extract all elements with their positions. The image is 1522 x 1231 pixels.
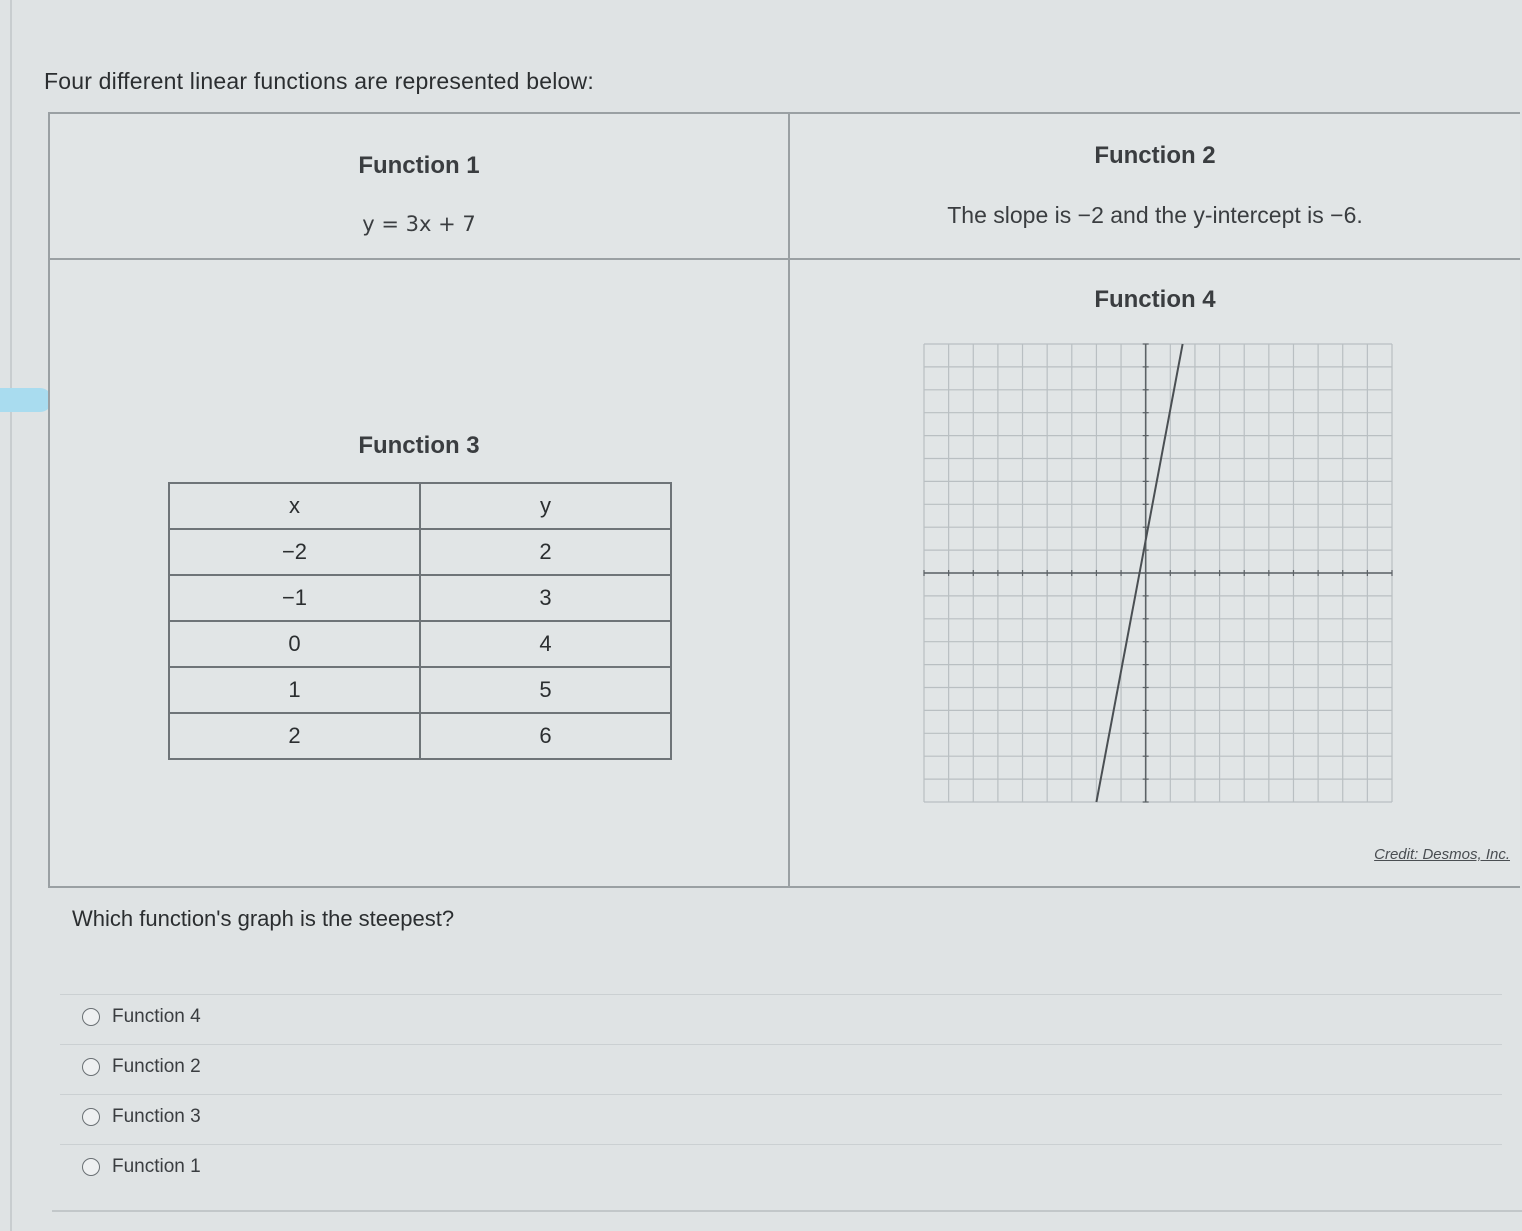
- credit-link[interactable]: Credit: Desmos, Inc.: [1374, 846, 1510, 863]
- question-text: Which function's graph is the steepest?: [72, 906, 455, 931]
- table-row: [169, 713, 671, 759]
- table-cell-y: 4: [420, 621, 671, 667]
- table-cell-x: 0: [169, 621, 420, 667]
- function3-table: [168, 482, 672, 760]
- option-divider: [60, 994, 1502, 995]
- function2-title: Function 2: [1094, 142, 1216, 169]
- table-cell-x: 2: [169, 713, 420, 759]
- option-label: Function 3: [112, 1106, 201, 1127]
- radio-button[interactable]: [82, 1008, 100, 1026]
- option-function-2[interactable]: [82, 1056, 201, 1078]
- table-row: [169, 575, 671, 621]
- table-cell-x: −2: [169, 529, 420, 575]
- functions-grid: [48, 112, 1520, 888]
- function3-title: Function 3: [358, 432, 480, 459]
- option-function-4[interactable]: [82, 1006, 201, 1028]
- table-cell-y: 2: [420, 529, 671, 575]
- function1-equation: y = 3x + 7: [362, 212, 476, 236]
- option-function-1[interactable]: [82, 1156, 201, 1178]
- intro-text: Four different linear functions are represented below:: [44, 68, 594, 94]
- table-row: [169, 621, 671, 667]
- table-header-row: [169, 483, 671, 529]
- radio-button[interactable]: [82, 1108, 100, 1126]
- table-cell-y: 6: [420, 713, 671, 759]
- side-tab-handle[interactable]: [0, 388, 52, 412]
- option-label: Function 4: [112, 1006, 201, 1027]
- table-header-x: x: [169, 483, 420, 529]
- table-header-y: y: [420, 483, 671, 529]
- table-row: [169, 529, 671, 575]
- table-row: [169, 667, 671, 713]
- option-function-3[interactable]: [82, 1106, 201, 1128]
- function2-description: The slope is −2 and the y-intercept is −6.: [947, 202, 1363, 228]
- function1-title: Function 1: [358, 152, 480, 179]
- table-cell-x: 1: [169, 667, 420, 713]
- option-label: Function 2: [112, 1056, 201, 1077]
- radio-button[interactable]: [82, 1158, 100, 1176]
- function4-title: Function 4: [1094, 286, 1216, 313]
- option-label: Function 1: [112, 1156, 201, 1177]
- radio-button[interactable]: [82, 1058, 100, 1076]
- grid-horizontal-divider: [50, 258, 1520, 260]
- function4-graph-svg: [918, 338, 1398, 808]
- table-cell-y: 5: [420, 667, 671, 713]
- option-divider: [60, 1094, 1502, 1095]
- table-cell-x: −1: [169, 575, 420, 621]
- option-divider: [60, 1044, 1502, 1045]
- function4-graph: [918, 338, 1398, 808]
- table-cell-y: 3: [420, 575, 671, 621]
- grid-vertical-divider: [788, 114, 790, 886]
- page-edge: [10, 0, 12, 1231]
- bottom-border: [52, 1210, 1522, 1212]
- option-divider: [60, 1144, 1502, 1145]
